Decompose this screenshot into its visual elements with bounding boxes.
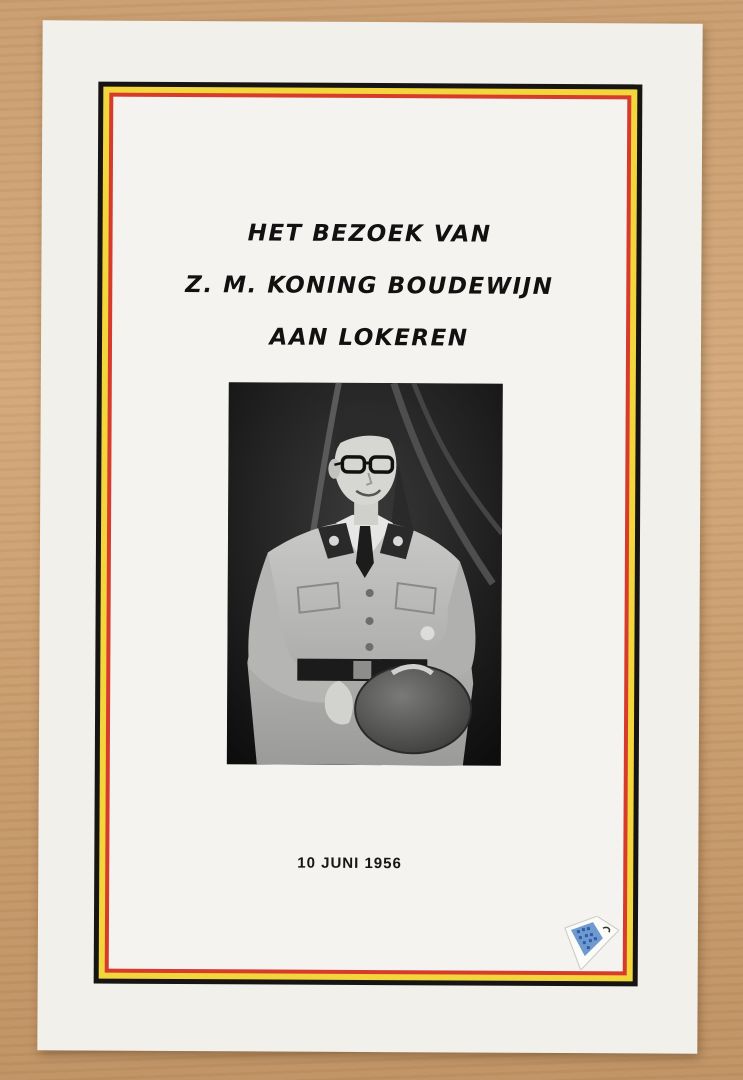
booklet-cover (37, 20, 702, 1053)
portrait-photo (227, 382, 503, 765)
title-line-3: AAN LOKEREN (269, 324, 469, 352)
cover-title (112, 207, 627, 366)
flag-border-red (105, 93, 632, 976)
cover-panel (109, 97, 628, 972)
title-line-2: Z. M. KONING BOUDEWIJN (185, 272, 554, 300)
flag-border-frame (94, 82, 643, 987)
flag-border-yellow (99, 87, 638, 982)
title-line-1: HET BEZOEK VAN (247, 220, 492, 248)
torn-price-sticker (563, 916, 619, 970)
cover-date: 10 JUNI 1956 (297, 854, 402, 873)
sticker-icon (563, 916, 619, 970)
portrait-illustration (227, 382, 503, 765)
